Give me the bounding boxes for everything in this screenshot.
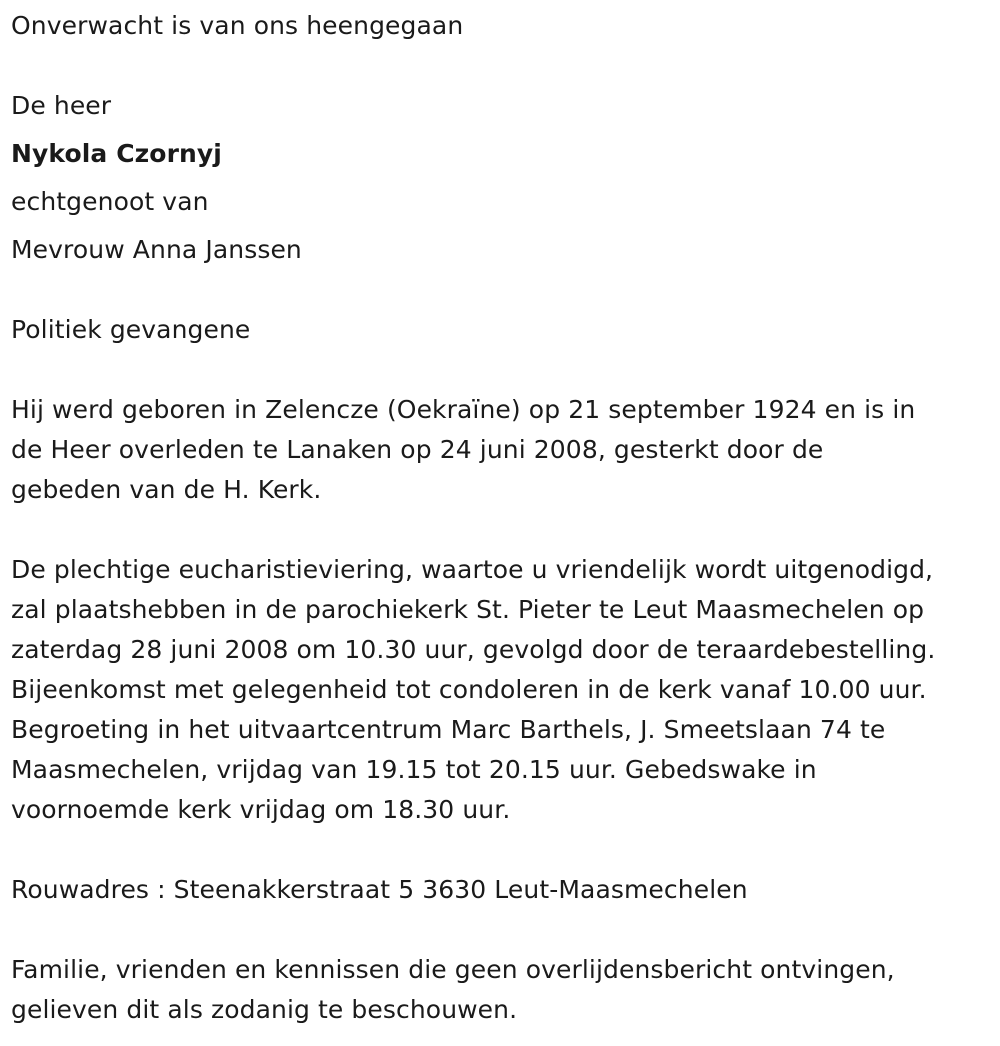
ceremony-paragraph	[11, 550, 996, 830]
relation-text: echtgenoot van	[11, 187, 209, 216]
paragraph-line: Bijeenkomst met gelegenheid tot condoleren in de kerk vanaf 10.00 uur.	[11, 675, 927, 704]
paragraph-line: De plechtige eucharistieviering, waartoe u vriendelijk wordt uitgenodigd,	[11, 555, 934, 584]
paragraph-line: Begroeting in het uitvaartcentrum Marc Barthels, J. Smeetslaan 74 te	[11, 715, 886, 744]
paragraph-line: Hij werd geboren in Zelencze (Oekraïne) op 21 september 1924 en is in	[11, 395, 916, 424]
paragraph-line: Maasmechelen, vrijdag van 19.15 tot 20.15 uur. Gebedswake in	[11, 755, 817, 784]
paragraph-line: gelieven dit als zodanig te beschouwen.	[11, 995, 518, 1024]
title-prefix: De heer	[11, 91, 112, 120]
note-text: Politiek gevangene	[11, 315, 251, 344]
address-text: Rouwadres : Steenakkerstraat 5 3630 Leut-Maasmechelen	[11, 875, 748, 904]
deceased-name: Nykola Czornyj	[11, 139, 222, 168]
birth-death-paragraph	[11, 390, 996, 510]
paragraph-line: gebeden van de H. Kerk.	[11, 475, 322, 504]
closing-paragraph	[11, 950, 996, 1030]
intro-text: Onverwacht is van ons heengegaan	[11, 11, 464, 40]
paragraph-line: voornoemde kerk vrijdag om 18.30 uur.	[11, 795, 511, 824]
paragraph-line: zaterdag 28 juni 2008 om 10.30 uur, gevolgd door de teraardebestelling.	[11, 635, 936, 664]
paragraph-line: zal plaatshebben in de parochiekerk St. Pieter te Leut Maasmechelen op	[11, 595, 925, 624]
paragraph-line: Familie, vrienden en kennissen die geen overlijdensbericht ontvingen,	[11, 955, 895, 984]
spouse-name: Mevrouw Anna Janssen	[11, 235, 302, 264]
paragraph-line: de Heer overleden te Lanaken op 24 juni 2008, gesterkt door de	[11, 435, 824, 464]
